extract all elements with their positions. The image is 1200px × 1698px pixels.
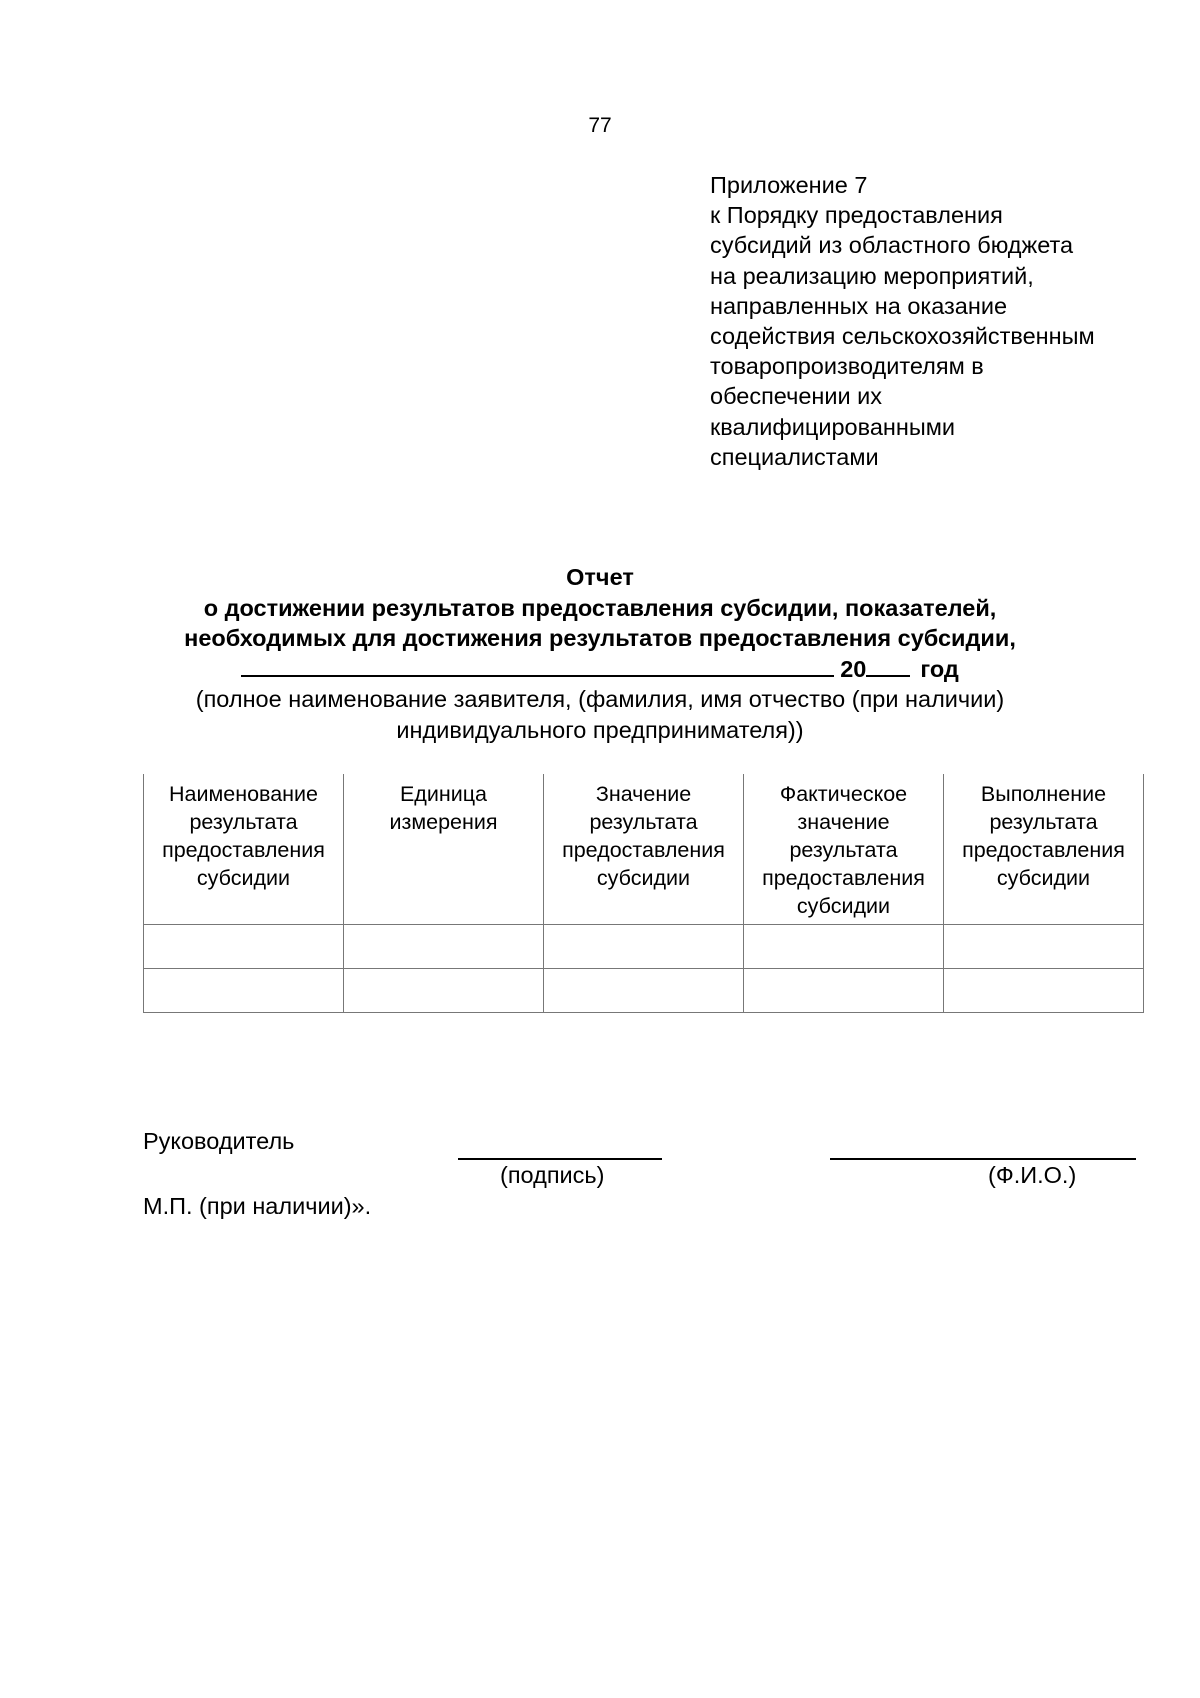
header-text: Выполнение (980, 782, 1107, 806)
applicant-name-line (0, 653, 1200, 684)
header-text: измерения (389, 810, 498, 834)
results-table (143, 774, 1144, 1013)
hint-line: (полное наименование заявителя, (фамилия, имя отчество (при наличии) (195, 686, 1005, 712)
signature-caption: (подпись) (500, 1162, 605, 1188)
appendix-line: квалифицированными (710, 413, 956, 440)
header-text: результата (989, 810, 1098, 834)
header-planned-value (544, 774, 744, 925)
header-text: предоставления (762, 866, 925, 890)
table-cell (344, 969, 544, 1013)
full-name-line (830, 1158, 1136, 1160)
header-text: Единица (399, 782, 488, 806)
appendix-line: специалистами (710, 443, 879, 470)
table-header-row (144, 774, 1144, 925)
applicant-name-hint (0, 684, 1200, 746)
appendix-line: содействия сельскохозяйственным (710, 323, 1095, 350)
report-title-line: Отчет (566, 564, 634, 590)
table-cell (544, 969, 744, 1013)
year-blank (866, 653, 910, 677)
page-number: 77 (588, 114, 612, 137)
header-text: результата (189, 810, 298, 834)
header-text: Наименование (168, 782, 319, 806)
table-cell (744, 925, 944, 969)
table-cell (544, 925, 744, 969)
table-row (144, 925, 1144, 969)
year-prefix: 20 (840, 656, 867, 682)
appendix-line: направленных на оказание (710, 292, 1008, 319)
table-cell (144, 925, 344, 969)
appendix-line: обеспечении их (710, 383, 883, 410)
report-title (0, 562, 1200, 654)
appendix-line: Приложение 7 (710, 172, 868, 198)
header-text: предоставления (962, 838, 1125, 862)
header-actual-value (744, 774, 944, 925)
header-text: предоставления (162, 838, 325, 862)
hint-line: индивидуального предпринимателя)) (396, 717, 804, 743)
header-text: субсидии (796, 894, 891, 918)
signature-line (458, 1158, 662, 1160)
applicant-name-blank (241, 653, 834, 677)
signatory-label: Руководитель (143, 1128, 295, 1154)
stamp-note: М.П. (при наличии)». (143, 1193, 372, 1219)
appendix-line: к Порядку предоставления (710, 202, 1003, 229)
header-text: Значение (595, 782, 692, 806)
header-text: значение (797, 810, 890, 834)
table-cell (744, 969, 944, 1013)
year-suffix: год (920, 656, 959, 682)
header-text: субсидии (996, 866, 1091, 890)
table-cell (144, 969, 344, 1013)
header-text: субсидии (596, 866, 691, 890)
appendix-line: товаропроизводителям в (710, 353, 984, 380)
header-text: предоставления (562, 838, 725, 862)
table-cell (944, 969, 1144, 1013)
header-text: субсидии (196, 866, 291, 890)
full-name-caption: (Ф.И.О.) (988, 1162, 1077, 1188)
header-text: результата (589, 810, 698, 834)
table-row (144, 969, 1144, 1013)
header-text: Фактическое (779, 782, 908, 806)
appendix-line: субсидий из областного бюджета (710, 232, 1074, 259)
header-text: результата (789, 838, 898, 862)
table-cell (344, 925, 544, 969)
table-cell (944, 925, 1144, 969)
header-result-name (144, 774, 344, 925)
appendix-note (710, 170, 1180, 472)
appendix-line: на реализацию мероприятий, (710, 262, 1034, 289)
report-title-line: о достижении результатов предоставления субсидии, показателей, (203, 594, 997, 621)
header-unit (344, 774, 544, 925)
header-completion (944, 774, 1144, 925)
report-title-line: необходимых для достижения результатов предоставления субсидии, (184, 625, 1016, 651)
